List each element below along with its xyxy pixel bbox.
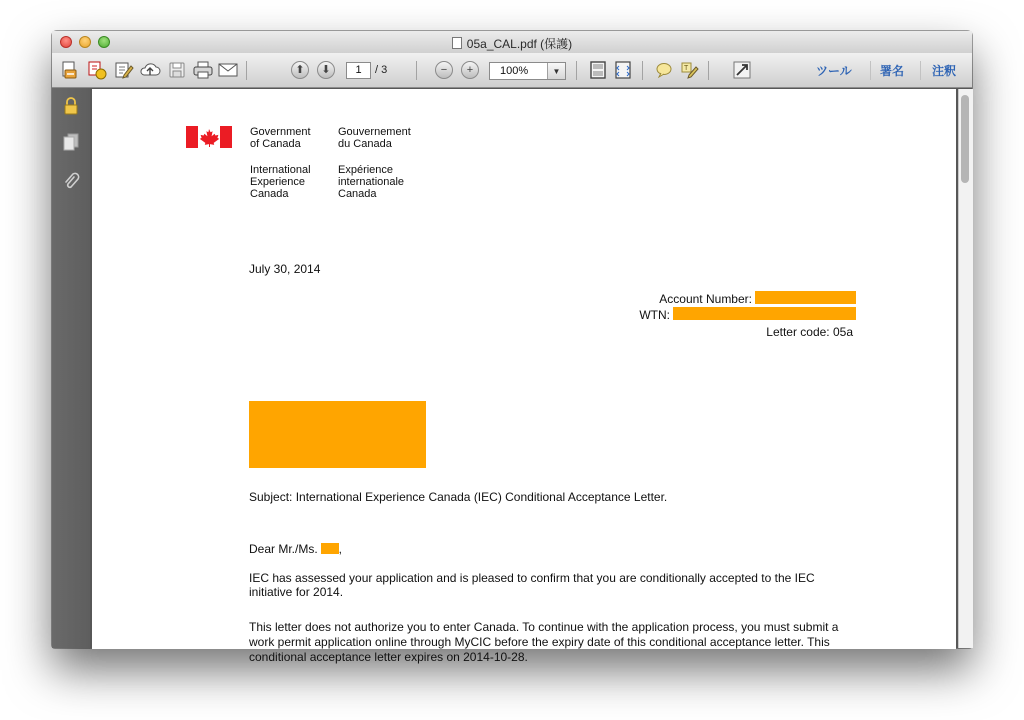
canada-flag-icon xyxy=(186,126,232,148)
paragraph-conditions: This letter does not authorize you to enter Canada. To continue with the application process, you must submit a work permit application online through MyCIC before the expiry date of this conditional acceptance letter. This conditional acceptance letter expires on 2014-10-28. xyxy=(249,620,839,664)
fit-width-icon xyxy=(613,60,633,80)
program-english-name xyxy=(250,164,311,200)
zoom-level-value: 100% xyxy=(500,65,529,77)
create-pdf-icon xyxy=(60,60,80,80)
zoom-in-button[interactable] xyxy=(460,60,480,80)
navigation-sidebar xyxy=(52,88,90,648)
salutation-comma: , xyxy=(338,542,343,556)
gov-fr-line: du Canada xyxy=(338,138,392,150)
previous-page-button[interactable] xyxy=(290,60,310,80)
pdf-page xyxy=(92,89,956,664)
document-icon xyxy=(452,37,462,49)
down-arrow-icon: ⬇ xyxy=(317,61,335,79)
toolbar-separator xyxy=(920,61,921,80)
vertical-scrollbar[interactable] xyxy=(958,89,973,648)
gov-english-name xyxy=(250,126,311,150)
toolbar-separator xyxy=(870,61,871,80)
full-screen-button[interactable] xyxy=(732,60,752,80)
speech-bubble-icon xyxy=(654,60,674,80)
letter-subject: Subject: International Experience Canada (IEC) Conditional Acceptance Letter. xyxy=(249,490,668,504)
program-french-name xyxy=(338,164,404,200)
save-button[interactable] xyxy=(167,60,187,80)
next-page-button[interactable] xyxy=(316,60,336,80)
pdf-viewer-window xyxy=(52,31,972,664)
print-button[interactable] xyxy=(193,60,213,80)
prog-fr-line: Expérience xyxy=(338,164,394,176)
create-pdf-button[interactable] xyxy=(60,60,80,80)
letter-code: Letter code: 05a xyxy=(766,325,853,339)
expand-icon xyxy=(732,60,752,80)
cloud-upload-button[interactable] xyxy=(140,60,160,80)
page-total: / 3 xyxy=(375,64,388,76)
scrollbar-thumb[interactable] xyxy=(961,95,969,183)
toolbar xyxy=(52,53,972,88)
prog-en-line: Experience xyxy=(250,176,306,188)
paperclip-icon xyxy=(62,172,80,192)
comment-link[interactable]: 注釈 xyxy=(932,64,957,78)
pages-icon xyxy=(62,132,80,152)
zoom-out-button[interactable] xyxy=(434,60,454,80)
prog-fr-line: Canada xyxy=(338,188,377,200)
paragraph-acceptance: IEC has assessed your application and is pleased to confirm that you are conditionally accepted to the IEC initiative for 2014. xyxy=(249,571,815,599)
prog-fr-line: internationale xyxy=(338,176,405,188)
up-arrow-icon: ⬆ xyxy=(291,61,309,79)
account-number-label: Account Number: xyxy=(659,292,752,306)
svg-text:T: T xyxy=(684,65,689,72)
attachments-button[interactable] xyxy=(61,172,81,192)
minus-icon: − xyxy=(435,61,453,79)
combine-files-icon xyxy=(87,60,107,80)
combine-files-button[interactable] xyxy=(87,60,107,80)
window-title xyxy=(52,35,972,52)
highlight-text-button[interactable] xyxy=(680,60,700,80)
cloud-upload-icon xyxy=(139,60,161,80)
gov-en-line: Government xyxy=(250,126,311,138)
wtn-label: WTN: xyxy=(639,308,670,322)
gov-french-name xyxy=(338,126,411,150)
highlighter-icon xyxy=(680,60,700,80)
wtn-redaction xyxy=(673,307,856,320)
letter-date: July 30, 2014 xyxy=(249,262,321,276)
envelope-icon xyxy=(217,60,239,80)
salutation-text: Dear Mr./Ms. xyxy=(249,542,318,556)
page-thumbnails-button[interactable] xyxy=(61,132,81,152)
sticky-note-button[interactable] xyxy=(654,60,674,80)
edit-document-icon xyxy=(114,60,134,80)
prog-en-line: International xyxy=(250,164,311,176)
zoom-level-select[interactable] xyxy=(489,62,566,80)
toolbar-separator xyxy=(416,61,417,80)
tools-link[interactable]: ツール xyxy=(816,64,852,78)
toolbar-separator xyxy=(576,61,577,80)
gov-fr-line: Gouvernement xyxy=(338,126,411,138)
plus-icon: + xyxy=(461,61,479,79)
fit-width-button[interactable] xyxy=(613,60,633,80)
printer-icon xyxy=(192,60,214,80)
security-settings-button[interactable] xyxy=(61,96,81,116)
gov-en-line: of Canada xyxy=(250,138,301,150)
save-disk-icon xyxy=(167,60,187,80)
page-number-input[interactable]: 1 xyxy=(346,62,371,79)
recipient-address-redaction xyxy=(249,401,426,468)
email-button[interactable] xyxy=(218,60,238,80)
window-title-text: 05a_CAL.pdf (保護) xyxy=(466,37,573,51)
fit-page-button[interactable] xyxy=(588,60,608,80)
chevron-down-icon: ▼ xyxy=(547,63,565,79)
toolbar-separator xyxy=(642,61,643,80)
toolbar-separator xyxy=(246,61,247,80)
toolbar-separator xyxy=(708,61,709,80)
letter-salutation xyxy=(249,542,342,556)
name-redaction xyxy=(321,543,339,554)
sign-link[interactable]: 署名 xyxy=(880,64,905,78)
prog-en-line: Canada xyxy=(250,188,289,200)
document-view[interactable] xyxy=(90,88,972,664)
account-number-redaction xyxy=(755,291,856,304)
title-bar[interactable] xyxy=(52,31,972,54)
edit-button[interactable] xyxy=(114,60,134,80)
lock-icon xyxy=(63,97,79,115)
fit-page-icon xyxy=(588,60,608,80)
